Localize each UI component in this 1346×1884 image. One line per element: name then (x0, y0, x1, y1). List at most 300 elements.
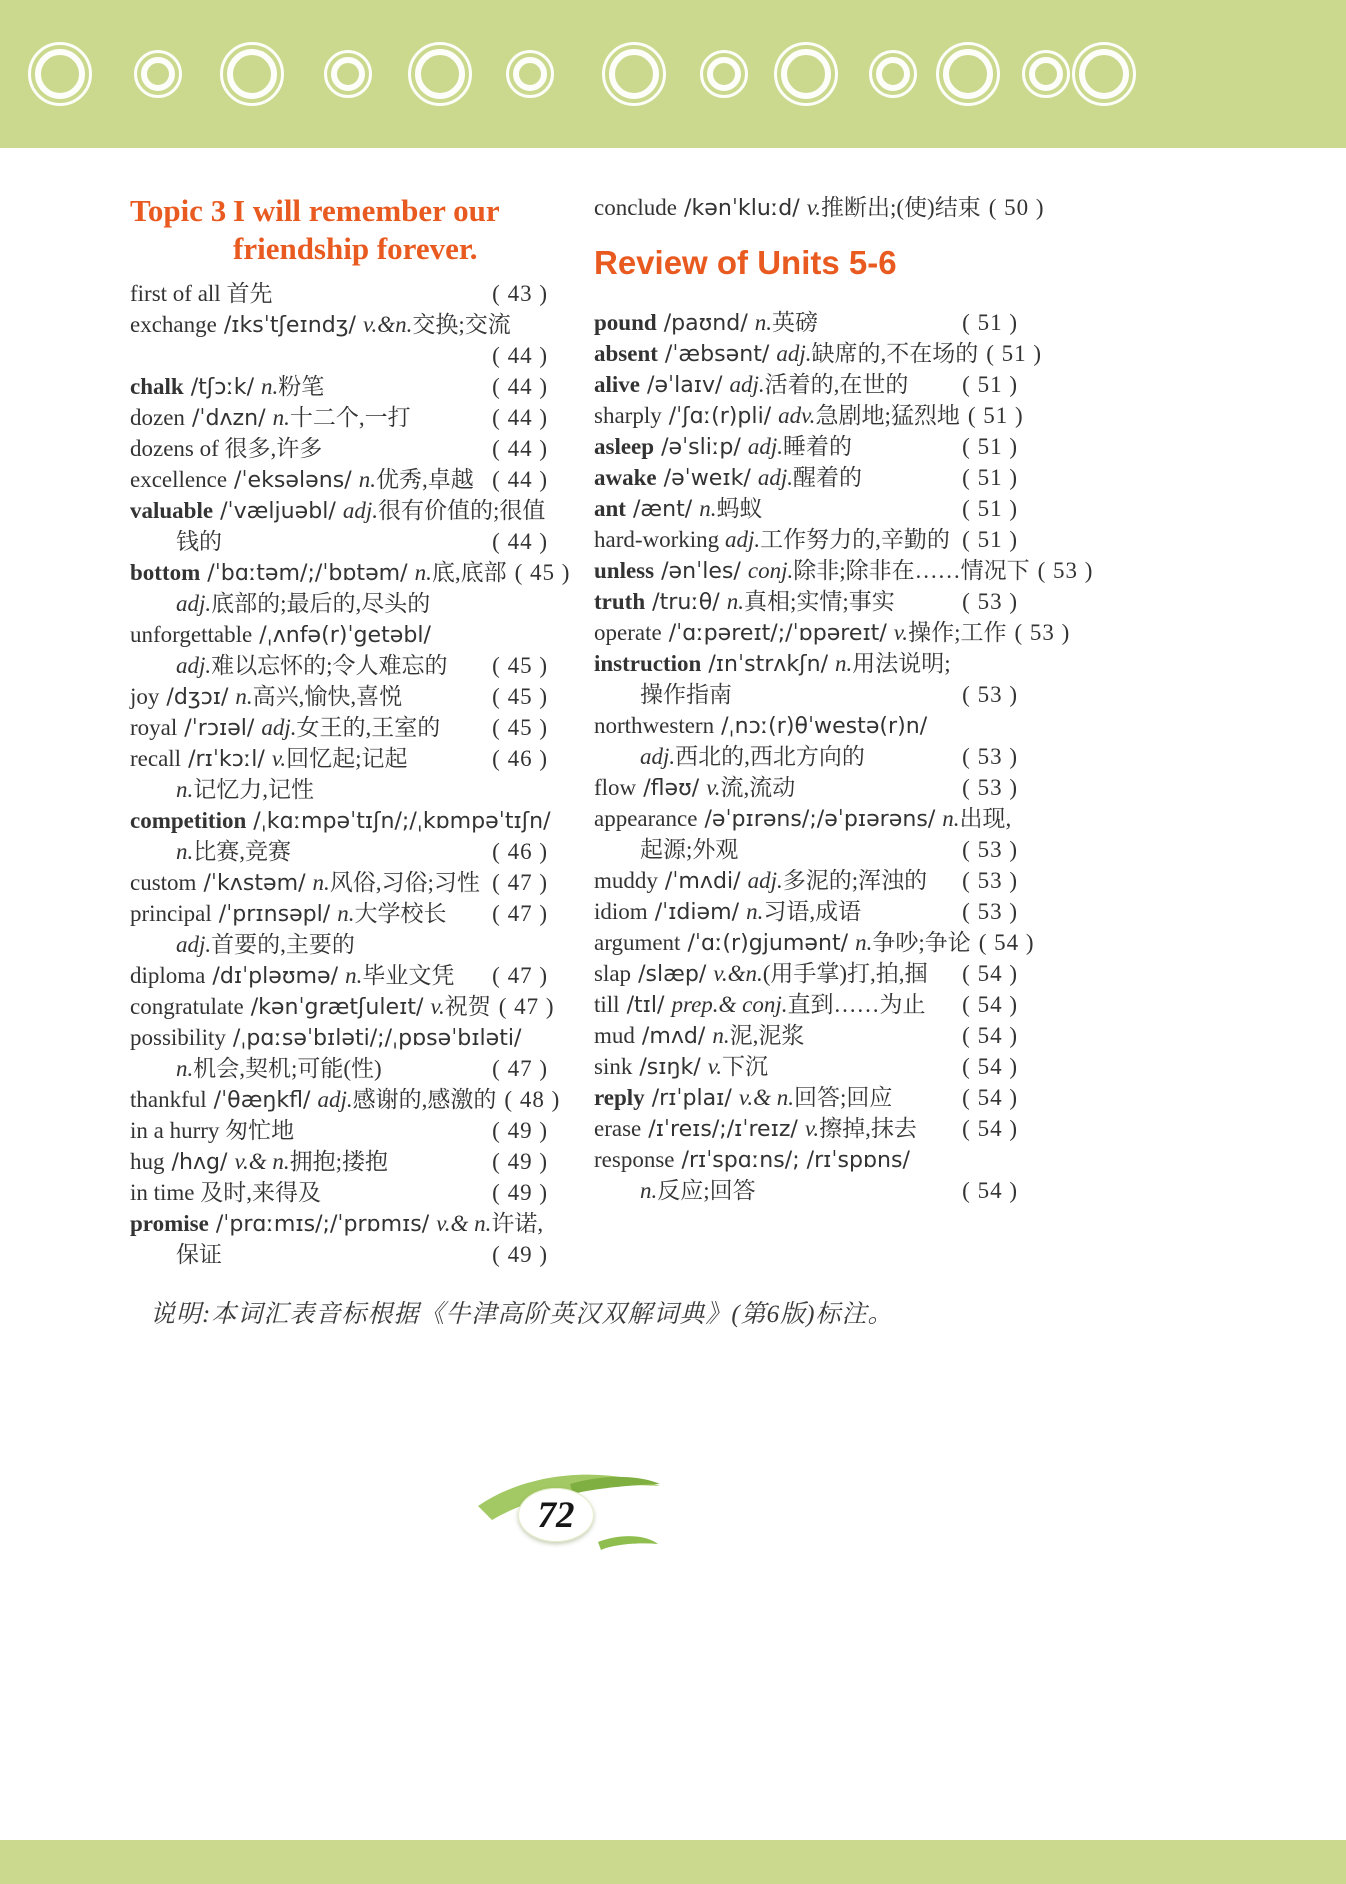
entry-line (130, 1053, 548, 1084)
pos-label: n. (746, 899, 764, 924)
page-ref: ( 54 ) (962, 1116, 1018, 1141)
phonetic: /ˈprɑːmɪs/;/ˈprɒmɪs/ (208, 1212, 437, 1237)
phonetic: /ˈæbsənt/ (657, 342, 777, 367)
entry-text (594, 524, 950, 555)
pos-label: v.&n. (362, 312, 413, 337)
decorative-circle-inner (943, 49, 993, 99)
pos-label: n. (754, 310, 773, 335)
phonetic: /tʃɔːk/ (183, 375, 262, 400)
pos-label: n. (726, 589, 744, 614)
gloss-text: 多泥的;浑浊的 (782, 868, 928, 893)
headword: bottom (130, 560, 201, 585)
page-ref: ( 53 ) (962, 837, 1018, 862)
phonetic: /ɪnˈstrʌkʃn/ (701, 652, 836, 677)
gloss-text: 许诺, (491, 1211, 544, 1236)
decorative-circle (134, 50, 182, 98)
vocab-entry (594, 1144, 1018, 1206)
vocab-entry (130, 743, 548, 805)
page-ref: ( 45 ) (492, 715, 548, 740)
gloss-text: excellence (130, 467, 228, 492)
entry-line (130, 402, 548, 433)
entry-text (594, 648, 951, 680)
entry-line (130, 929, 548, 960)
pos-label: n. (235, 684, 253, 709)
phonetic: /paʊnd/ (656, 311, 755, 336)
gloss-text: 直到……为止 (787, 992, 926, 1017)
vocab-entry (130, 1208, 548, 1270)
phonetic: /ˈʃɑː(r)pli/ (661, 404, 779, 429)
phonetic: /əˈweɪk/ (656, 466, 758, 491)
page-ref: ( 46 ) (492, 839, 548, 864)
entry-text (594, 307, 818, 339)
vocab-list-right-lead (594, 192, 1045, 223)
entry-text (130, 557, 507, 589)
entry-line (594, 555, 1094, 586)
entry-line (130, 278, 548, 309)
page-ref: ( 54 ) (962, 961, 1018, 986)
vocab-entry (594, 555, 1094, 586)
entry-line (594, 462, 1018, 493)
phonetic: /kənˈkluːd/ (677, 196, 807, 221)
gloss-text: 争吵;争论 (872, 930, 971, 955)
page-number-oval (518, 1488, 594, 1542)
pos-label: n. (414, 560, 432, 585)
vocab-entry (130, 960, 548, 991)
phonetic: /ˈθæŋkfl/ (206, 1088, 318, 1113)
pos-label: n. (712, 1023, 730, 1048)
gloss-text: 起源;外观 (640, 837, 739, 862)
page-ref: ( 51 ) (962, 434, 1018, 459)
pos-label: v. (430, 994, 445, 1019)
entry-line (130, 774, 548, 805)
decorative-circle-inner (415, 49, 465, 99)
gloss-text: 用法说明; (852, 651, 951, 676)
pos-label: n. (358, 467, 376, 492)
entry-text (176, 526, 222, 557)
page-ref: ( 49 ) (492, 1118, 548, 1143)
vocab-entry (130, 681, 548, 712)
vocab-entry (130, 278, 548, 309)
gloss-text: idiom (594, 899, 648, 924)
entry-line (130, 960, 548, 991)
gloss-text: 拥抱;搂抱 (289, 1149, 389, 1174)
gloss-text: thankful (130, 1087, 207, 1112)
entry-text (594, 1020, 804, 1052)
pos-label: n. (699, 496, 717, 521)
entry-text (640, 1175, 756, 1206)
entry-line (594, 192, 1045, 223)
entry-text (130, 1146, 388, 1178)
headword: valuable (130, 498, 214, 523)
pos-label: v.& n. (234, 1149, 290, 1174)
entry-text (594, 493, 762, 525)
page-ref: ( 47 ) (492, 870, 548, 895)
page-ref: ( 53 ) (1014, 620, 1071, 645)
entry-text (130, 1177, 321, 1208)
entry-line (130, 1208, 548, 1239)
gloss-text: 英磅 (772, 310, 819, 335)
entry-text (594, 400, 960, 432)
vocab-entry (130, 402, 548, 433)
entry-text (130, 1115, 294, 1146)
entry-text (594, 555, 1030, 587)
entry-text (594, 865, 927, 897)
entry-line (594, 958, 1018, 989)
pos-label: adj. (317, 1087, 353, 1112)
vocab-entry (594, 865, 1018, 896)
phonetic: /ˈeksələns/ (227, 468, 359, 493)
entry-text (594, 431, 852, 463)
gloss-text: principal (130, 901, 212, 926)
gloss-text: 底部的;最后的,尽头的 (211, 591, 431, 616)
page-ref: ( 51 ) (967, 403, 1024, 428)
entry-line (130, 867, 548, 898)
gloss-text: mud (594, 1023, 635, 1048)
entry-line (130, 1084, 561, 1115)
vocab-entry (130, 309, 548, 371)
pos-label: adj. (176, 591, 212, 616)
entry-line (594, 369, 1018, 400)
page-ref: ( 50 ) (988, 195, 1045, 220)
page-ref: ( 49 ) (492, 1242, 548, 1267)
entry-line (130, 650, 548, 681)
gloss-text: 交换;交流 (412, 312, 511, 337)
entry-line (594, 679, 1018, 710)
gloss-text: 大学校长 (354, 901, 447, 926)
decorative-circle (408, 42, 472, 106)
vocab-entry (594, 338, 1043, 369)
gloss-text: appearance (594, 806, 698, 831)
entry-text (176, 1053, 382, 1084)
page-ref: ( 51 ) (962, 372, 1018, 397)
phonetic: /ænt/ (625, 497, 700, 522)
pos-label: v. (707, 1054, 723, 1079)
page-ref: ( 49 ) (492, 1149, 548, 1174)
vocab-entry (130, 867, 548, 898)
gloss-text: 回忆起;记起 (286, 746, 408, 771)
gloss-text: till (594, 992, 620, 1017)
gloss-text: unforgettable (130, 622, 253, 647)
headword: unless (594, 558, 655, 583)
vocab-list-left (130, 278, 571, 1270)
phonetic: /ˈɑː(r)gjumənt/ (680, 931, 856, 956)
entry-text (594, 958, 928, 990)
bottom-decorative-band (0, 1840, 1346, 1884)
vocab-entry (594, 369, 1018, 400)
phonetic: /sɪŋk/ (632, 1055, 708, 1080)
gloss-text: 反应;回答 (657, 1178, 756, 1203)
entry-text (594, 369, 908, 401)
phonetic: /əˈlaɪv/ (640, 373, 730, 398)
entry-text (130, 1084, 496, 1116)
entry-text (594, 192, 981, 224)
entry-text (130, 898, 447, 930)
page-ref: ( 51 ) (962, 496, 1018, 521)
page-ref: ( 44 ) (492, 343, 548, 368)
entry-line (130, 712, 548, 743)
vocab-entry (130, 1084, 561, 1115)
headword: competition (130, 808, 247, 833)
entry-text (130, 309, 511, 341)
phonetic: /əˈpɪrəns/;/əˈpɪərəns/ (697, 807, 943, 832)
entry-text (640, 679, 732, 710)
entry-line (130, 340, 548, 371)
entry-line (130, 464, 548, 495)
phonetic: /truːθ/ (645, 590, 727, 615)
page-ref: ( 53 ) (962, 589, 1018, 614)
entry-text (130, 867, 480, 899)
phonetic: /ˈɪdiəm/ (647, 900, 747, 925)
entry-text (130, 278, 272, 309)
entry-text (640, 741, 865, 772)
entry-text (176, 588, 430, 619)
gloss-text: 很有价值的;很值 (377, 498, 546, 523)
vocab-column-right (594, 192, 1094, 1206)
phonetic: /ˌnɔː(r)θˈwestə(r)n/ (714, 714, 928, 739)
gloss-text: northwestern (594, 713, 715, 738)
page-ref: ( 47 ) (492, 1056, 548, 1081)
page-ref: ( 54 ) (962, 1085, 1018, 1110)
gloss-text: 出现, (959, 806, 1012, 831)
gloss-text: 回答;回应 (794, 1085, 893, 1110)
page-ref: ( 44 ) (492, 467, 548, 492)
page-ref: ( 47 ) (498, 994, 555, 1019)
entry-text (594, 1113, 917, 1145)
gloss-text: hard-working (594, 527, 725, 552)
vocab-entry (130, 991, 555, 1022)
entry-line (130, 371, 548, 402)
page-ref: ( 48 ) (504, 1087, 561, 1112)
gloss-text: exchange (130, 312, 217, 337)
entry-text (594, 586, 895, 618)
gloss-text: 缺席的,不在场的 (811, 341, 979, 366)
decorative-circle-inner (1079, 49, 1129, 99)
entry-line (594, 803, 1018, 834)
vocab-entry (130, 464, 548, 495)
headword: ant (594, 496, 626, 521)
entry-text (130, 371, 324, 403)
entry-line (130, 836, 548, 867)
page-ref: ( 53 ) (962, 682, 1018, 707)
gloss-text: dozens of 很多,许多 (130, 436, 323, 461)
vocab-entry (130, 619, 548, 681)
gloss-text: 毕业文凭 (362, 963, 455, 988)
gloss-text: 流,流动 (720, 775, 796, 800)
decorative-circle (700, 50, 748, 98)
entry-line (594, 1020, 1018, 1051)
pos-label: adj. (729, 372, 765, 397)
pos-label: n. (272, 405, 290, 430)
entry-text (130, 1022, 521, 1054)
page-ref: ( 51 ) (962, 310, 1018, 335)
pos-label: adj. (261, 715, 297, 740)
phonetic: /ɪˈreɪs/;/ɪˈreɪz/ (641, 1117, 805, 1142)
entry-text (594, 1082, 892, 1114)
entry-text (130, 681, 402, 713)
entry-text (130, 433, 322, 464)
entry-line (594, 741, 1018, 772)
gloss-text: congratulate (130, 994, 244, 1019)
gloss-text: operate (594, 620, 662, 645)
entry-text (594, 772, 795, 804)
vocab-entry (594, 493, 1018, 524)
page-ref: ( 54 ) (962, 1178, 1018, 1203)
page-ref: ( 51 ) (962, 465, 1018, 490)
gloss-text: royal (130, 715, 178, 740)
decorative-circle-inner (227, 49, 277, 99)
page-ref: ( 53 ) (962, 899, 1018, 924)
entry-line (130, 1115, 548, 1146)
gloss-text: 感谢的,感激的 (352, 1087, 497, 1112)
gloss-text: hug (130, 1149, 165, 1174)
decorative-circle-inner (781, 49, 831, 99)
phonetic: /mʌd/ (634, 1024, 713, 1049)
page-ref: ( 54 ) (962, 1023, 1018, 1048)
pos-label: adj. (640, 744, 676, 769)
gloss-text: 机会,契机;可能(性) (193, 1056, 382, 1081)
vocab-entry (594, 1113, 1018, 1144)
entry-text (594, 710, 927, 742)
headword: chalk (130, 374, 184, 399)
vocab-entry (594, 927, 1035, 958)
vocab-entry (130, 1146, 548, 1177)
gloss-text: 工作努力的,辛勤的 (760, 527, 950, 552)
gloss-text: (用手掌)打,拍,掴 (762, 961, 928, 986)
pos-label: n. (261, 374, 279, 399)
topic-title-line1: I will remember our (233, 193, 500, 228)
pos-label: n. (176, 839, 194, 864)
entry-line (594, 772, 1018, 803)
entry-line (130, 1146, 548, 1177)
page-ref: ( 47 ) (492, 901, 548, 926)
page-ref: ( 44 ) (492, 374, 548, 399)
decorative-circle (324, 50, 372, 98)
top-decorative-band (0, 0, 1346, 148)
gloss-text: 蚂蚁 (716, 496, 763, 521)
pos-label: v.& n. (436, 1211, 492, 1236)
phonetic: /ˌʌnfə(r)ˈgetəbl/ (252, 623, 431, 648)
entry-line (130, 1022, 548, 1053)
decorative-circle-inner (35, 49, 85, 99)
gloss-text: 急剧地;猛烈地 (815, 403, 960, 428)
gloss-text: 女王的,王室的 (296, 715, 441, 740)
entry-line (594, 617, 1071, 648)
gloss-text: erase (594, 1116, 642, 1141)
phonetic: /dɪˈpləʊmə/ (205, 964, 346, 989)
decorative-circle-inner (513, 57, 547, 91)
phonetic: /dʒɔɪ/ (159, 685, 236, 710)
entry-line (594, 586, 1018, 617)
entry-line (594, 710, 1018, 741)
gloss-text: possibility (130, 1025, 226, 1050)
entry-line (594, 989, 1018, 1020)
phonetic: /kənˈgrætʃuleɪt/ (243, 995, 431, 1020)
decorative-circle-inner (609, 49, 659, 99)
gloss-text: custom (130, 870, 197, 895)
page-ref: ( 46 ) (492, 746, 548, 771)
gloss-text: 操作指南 (640, 682, 732, 707)
entry-line (130, 309, 548, 340)
gloss-text: 比赛,竞赛 (193, 839, 291, 864)
entry-line (594, 1175, 1018, 1206)
page-ref: ( 53 ) (962, 775, 1018, 800)
phonetic: /tɪl/ (619, 993, 672, 1018)
entry-text (130, 402, 411, 434)
pos-label: n. (337, 901, 355, 926)
page-ref: ( 54 ) (962, 992, 1018, 1017)
topic-header-line2 (130, 230, 548, 268)
page-ref: ( 47 ) (492, 963, 548, 988)
gloss-text: 底,底部 (431, 560, 507, 585)
entry-text (640, 834, 738, 865)
vocab-entry (130, 433, 548, 464)
gloss-text: in time 及时,来得及 (130, 1180, 322, 1205)
phonetic: /ˈkʌstəm/ (196, 871, 313, 896)
pos-label: v. (806, 195, 821, 220)
pos-label: n. (176, 777, 194, 802)
headword: promise (130, 1211, 209, 1236)
entry-line (594, 927, 1035, 958)
gloss-text: 十二个,一打 (289, 405, 411, 430)
page-ref: ( 53 ) (962, 868, 1018, 893)
headword: reply (594, 1085, 645, 1110)
phonetic: /slæp/ (631, 962, 714, 987)
entry-text (176, 929, 355, 960)
phonetic: /ˈrɔɪəl/ (177, 716, 262, 741)
gloss-text: 推断出;(使)结束 (821, 195, 981, 220)
entry-line (594, 493, 1018, 524)
pos-label: adj. (776, 341, 812, 366)
vocab-entry (594, 462, 1018, 493)
vocab-entry (130, 1022, 548, 1084)
decorative-circle-inner (1029, 57, 1063, 91)
topic-header-line1 (130, 192, 548, 230)
headword: pound (594, 310, 657, 335)
page-ref: ( 54 ) (978, 930, 1035, 955)
pos-label: adj. (747, 868, 783, 893)
gloss-text: argument (594, 930, 681, 955)
pos-label: adj. (342, 498, 378, 523)
entry-text (130, 960, 454, 992)
phonetic: /rɪˈkɔːl/ (181, 747, 272, 772)
entry-text (130, 464, 474, 496)
vocab-entry (130, 898, 548, 960)
vocab-column-left (130, 192, 571, 1270)
pos-label: adj. (176, 653, 212, 678)
page-ref: ( 45 ) (492, 653, 548, 678)
entry-line (130, 557, 571, 588)
page-ref: ( 49 ) (492, 1180, 548, 1205)
entry-line (594, 648, 1018, 679)
entry-text (594, 1144, 910, 1176)
headword: instruction (594, 651, 702, 676)
gloss-text: 擦掉,抹去 (819, 1116, 917, 1141)
gloss-text: 祝贺 (444, 994, 491, 1019)
page-ref: ( 54 ) (962, 1054, 1018, 1079)
phonetic: /ˈvæljuəbl/ (213, 499, 343, 524)
vocab-entry (130, 557, 571, 619)
gloss-text: flow (594, 775, 637, 800)
vocab-entry (130, 371, 548, 402)
entry-text (594, 803, 1011, 835)
phonetic: /ˈɑːpəreɪt/;/ˈɒpəreɪt/ (661, 621, 894, 646)
pos-label: v. (706, 775, 721, 800)
entry-line (594, 1051, 1018, 1082)
entry-line (130, 805, 551, 836)
phonetic: /ˌpɑːsəˈbɪləti/;/ˌpɒsəˈbɪləti/ (225, 1026, 522, 1051)
entry-text (130, 991, 491, 1023)
vocab-entry (594, 307, 1018, 338)
